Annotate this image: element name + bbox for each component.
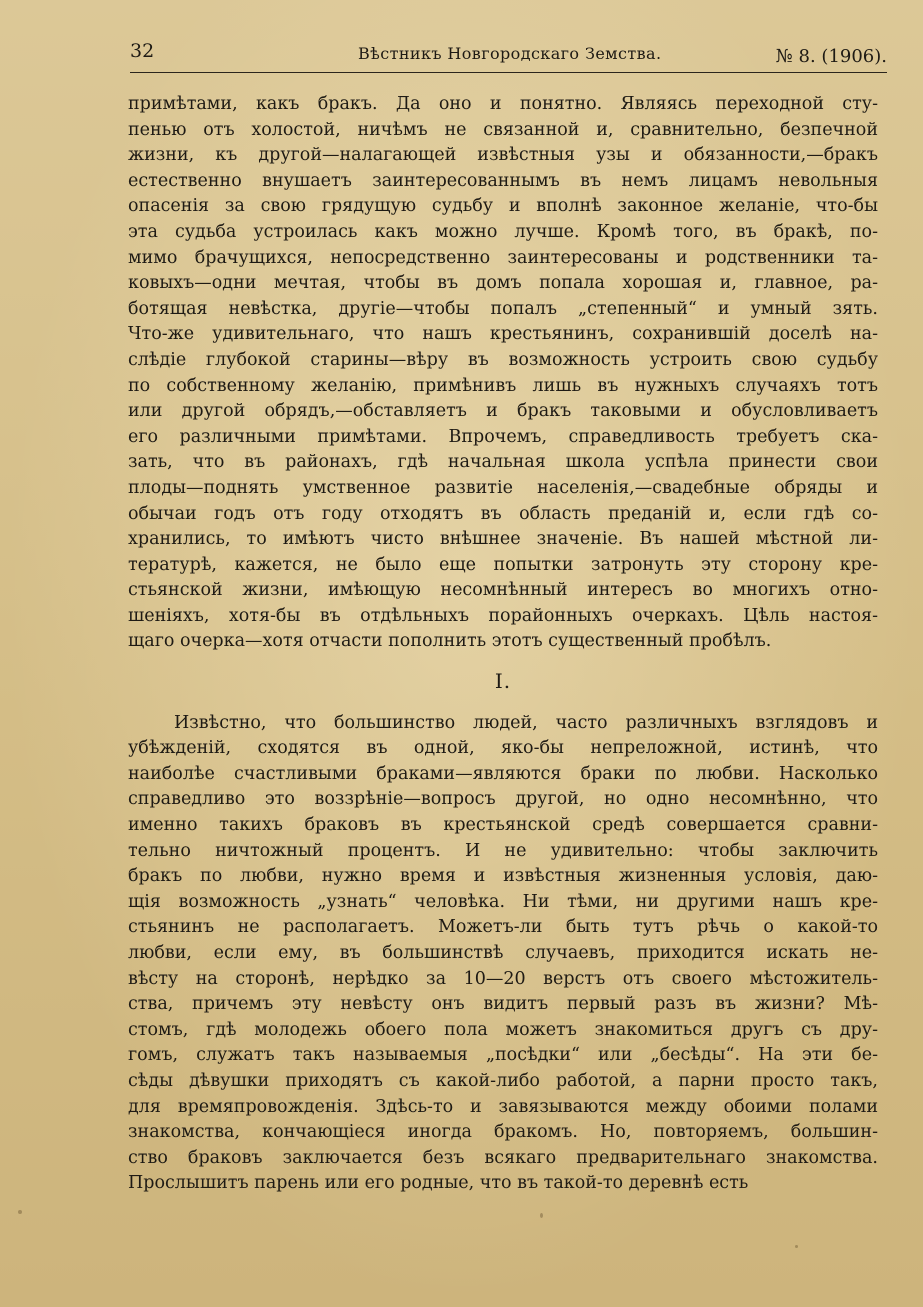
text-line: естественно внушаетъ заинтересованнымъ въ немъ лицамъ невольныя xyxy=(128,170,878,191)
text-line: Что-же удивительнаго, что нашъ крестьянинъ, сохранившій доселѣ на- xyxy=(128,324,878,345)
text-line: Извѣстно, что большинство людей, часто различныхъ взглядовъ и xyxy=(174,712,878,733)
text-line: пенью отъ холостой, ничѣмъ не связанной и, сравнительно, безпечной xyxy=(128,119,878,140)
page-number: 32 xyxy=(130,40,155,62)
text-line: вѣсту на сторонѣ, нерѣдко за 10—20 верстъ отъ своего мѣстожитель- xyxy=(128,968,878,989)
text-line: бракъ по любви, нужно время и извѣстныя жизненныя условія, даю- xyxy=(128,866,878,887)
text-line: шеніяхъ, хотя-бы въ отдѣльныхъ порайонныхъ очеркахъ. Цѣль настоя- xyxy=(128,605,878,626)
page-header xyxy=(130,38,887,73)
text-line: или другой обрядъ,—обставляетъ и бракъ таковыми и обусловливаетъ xyxy=(128,401,878,422)
text-line: примѣтами, какъ бракъ. Да оно и понятно. Являясь переходной сту- xyxy=(128,94,878,114)
text-line: наиболѣе счастливыми браками—являются браки по любви. Насколько xyxy=(128,763,878,784)
text-line: справедливо это воззрѣніе—вопросъ другой, но одно несомнѣнно, что xyxy=(128,789,878,810)
text-line: стьянской жизни, имѣющую несомнѣнный интересъ во многихъ отно- xyxy=(128,580,878,601)
text-line: его различными примѣтами. Впрочемъ, справедливость требуетъ ска- xyxy=(128,426,878,447)
text-line: стьянинъ не располагаетъ. Можетъ-ли быть тутъ рѣчь о какой-то xyxy=(128,917,878,938)
paper-spot xyxy=(795,1245,798,1248)
text-line: для времяпровожденія. Здѣсь-то и завязываются между обоими полами xyxy=(128,1096,878,1117)
text-line: Прослышитъ парень или его родные, что въ такой-то деревнѣ есть xyxy=(128,1173,749,1194)
text-line: щаго очерка—хотя отчасти пополнить этотъ существенный пробѣлъ. xyxy=(128,631,772,652)
paragraph-1 xyxy=(128,92,878,655)
text-line: тельно ничтожный процентъ. И не удивительно: чтобы заключить xyxy=(128,840,878,861)
text-line: обычаи годъ отъ году отходятъ въ область преданій и, если гдѣ со- xyxy=(128,503,878,524)
text-line: плоды—поднять умственное развитіе населенія,—свадебные обряды и xyxy=(128,477,878,498)
issue-number: № 8. (1906). xyxy=(775,46,887,67)
text-line: ботящая невѣстка, другіе—чтобы попалъ „степенный“ и умный зять. xyxy=(128,298,878,319)
text-line: мимо брачущихся, непосредственно заинтересованы и родственники та- xyxy=(128,247,878,268)
paper-spot xyxy=(18,1210,22,1214)
text-line: убѣжденій, сходятся въ одной, яко-бы непреложной, истинѣ, что xyxy=(128,738,878,759)
text-line: гомъ, служатъ такъ называемыя „посѣдки“ или „бесѣды“. На эти бе- xyxy=(128,1045,878,1066)
body-text xyxy=(128,92,878,1197)
text-line: ства, причемъ эту невѣсту онъ видитъ первый разъ въ жизни? Мѣ- xyxy=(128,994,878,1015)
text-line: слѣдіе глубокой старины—вѣру въ возможность устроить свою судьбу xyxy=(128,349,878,370)
paragraph-2 xyxy=(128,711,878,1197)
text-line: тературѣ, кажется, не было еще попытки затронуть эту сторону кре- xyxy=(128,554,878,575)
paper-spot xyxy=(540,1213,543,1218)
text-line: эта судьба устроилась какъ можно лучше. Кромѣ того, въ бракѣ, по- xyxy=(128,221,878,242)
text-line: по собственному желанію, примѣнивъ лишь въ нужныхъ случаяхъ тотъ xyxy=(128,375,878,396)
text-line: стомъ, гдѣ молодежь обоего пола можетъ знакомиться другъ съ дру- xyxy=(128,1019,878,1040)
text-line: любви, если ему, въ большинствѣ случаевъ, приходится искать не- xyxy=(128,943,878,963)
text-line: ковыхъ—одни мечтая, чтобы въ домъ попала хорошая и, главное, ра- xyxy=(128,273,878,294)
text-line: опасенія за свою грядущую судьбу и вполнѣ законное желаніе, что-бы xyxy=(128,196,878,217)
text-line: знакомства, кончающіеся иногда бракомъ. Но, повторяемъ, большин- xyxy=(128,1122,878,1143)
journal-title: Вѣстникъ Новгородскаго Земства. xyxy=(358,44,662,63)
text-line: именно такихъ браковъ въ крестьянской средѣ совершается сравни- xyxy=(128,815,878,836)
section-heading: I. xyxy=(494,669,512,694)
text-line: сѣды дѣвушки приходятъ съ какой-либо работой, а парни просто такъ, xyxy=(128,1070,878,1091)
text-line: жизни, къ другой—налагающей извѣстныя узы и обязанности,—бракъ xyxy=(128,145,878,166)
text-line: щія возможность „узнать“ человѣка. Ни тѣми, ни другими нашъ кре- xyxy=(128,891,878,912)
text-line: ство браковъ заключается безъ всякаго предварительнаго знакомства. xyxy=(128,1147,878,1168)
text-line: зать, что въ районахъ, гдѣ начальная школа успѣла принести свои xyxy=(128,452,878,473)
text-line: хранились, то имѣютъ чисто внѣшнее значеніе. Въ нашей мѣстной ли- xyxy=(128,529,878,550)
